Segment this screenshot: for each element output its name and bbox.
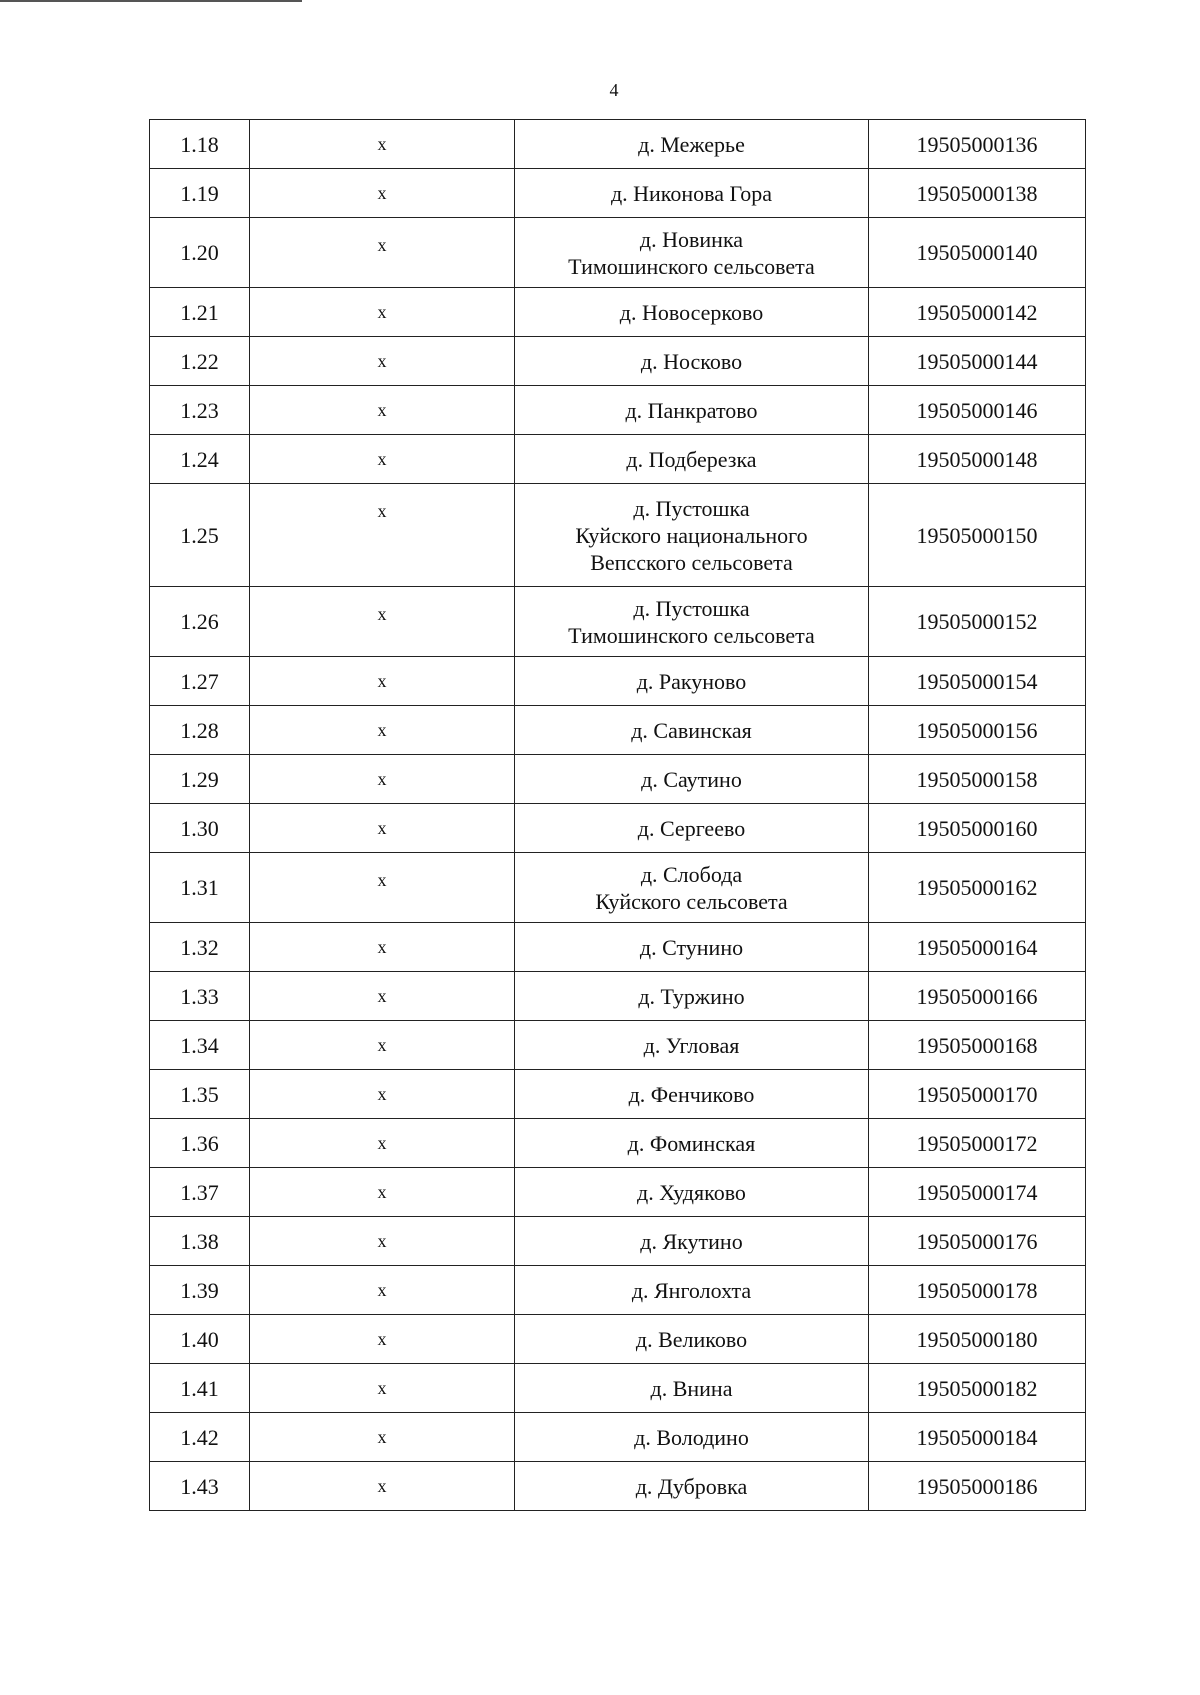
row-number: 1.43 [150, 1462, 250, 1511]
settlement-name [515, 435, 869, 484]
settlement-name-line: д. Угловая [643, 1032, 740, 1058]
row-mark: x [250, 288, 515, 337]
table-row [150, 1217, 1086, 1266]
settlement-name [515, 706, 869, 755]
settlement-name-line: д. Саутино [641, 766, 742, 792]
row-number: 1.21 [150, 288, 250, 337]
row-mark: x [250, 1217, 515, 1266]
table-row [150, 1070, 1086, 1119]
settlement-name-line: д. Якутино [640, 1228, 743, 1254]
settlement-name-line: Тимошинского сельсовета [568, 622, 815, 648]
oktmo-code: 19505000184 [869, 1413, 1086, 1462]
row-mark: x [250, 1315, 515, 1364]
row-mark: x [250, 657, 515, 706]
table-row [150, 755, 1086, 804]
settlement-name-line: д. Слобода [640, 861, 743, 887]
settlements-table [149, 119, 1086, 1511]
oktmo-code: 19505000182 [869, 1364, 1086, 1413]
row-mark: x [250, 484, 515, 587]
oktmo-code: 19505000156 [869, 706, 1086, 755]
row-mark: x [250, 1462, 515, 1511]
row-mark: x [250, 386, 515, 435]
row-number: 1.30 [150, 804, 250, 853]
settlement-name-line: д. Носково [640, 348, 743, 374]
settlement-name-line: д. Янголохта [631, 1277, 752, 1303]
row-number: 1.25 [150, 484, 250, 587]
settlement-name-line: д. Ракуново [636, 668, 747, 694]
settlement-name-line: Вепсского сельсовета [590, 549, 793, 575]
oktmo-code: 19505000142 [869, 288, 1086, 337]
row-number: 1.42 [150, 1413, 250, 1462]
oktmo-code: 19505000164 [869, 923, 1086, 972]
settlement-name-line: Тимошинского сельсовета [568, 253, 815, 279]
row-mark: x [250, 587, 515, 657]
row-mark: x [250, 1168, 515, 1217]
row-mark: x [250, 923, 515, 972]
row-number: 1.33 [150, 972, 250, 1021]
table-row [150, 1413, 1086, 1462]
settlement-name [515, 1070, 869, 1119]
row-number: 1.20 [150, 218, 250, 288]
table-row [150, 435, 1086, 484]
table-row [150, 337, 1086, 386]
settlement-name [515, 1266, 869, 1315]
settlement-name-line: д. Савинская [631, 717, 752, 743]
table-row [150, 804, 1086, 853]
settlement-name [515, 804, 869, 853]
settlement-name [515, 1021, 869, 1070]
row-number: 1.28 [150, 706, 250, 755]
settlement-name [515, 923, 869, 972]
table-row [150, 587, 1086, 657]
oktmo-code: 19505000146 [869, 386, 1086, 435]
row-mark: x [250, 804, 515, 853]
settlement-name-line: Куйского сельсовета [595, 888, 788, 914]
table-row [150, 484, 1086, 587]
row-mark: x [250, 218, 515, 288]
page-number: 4 [609, 80, 619, 100]
settlement-name [515, 120, 869, 169]
table-row [150, 1021, 1086, 1070]
settlement-name [515, 755, 869, 804]
settlement-name [515, 853, 869, 923]
row-number: 1.23 [150, 386, 250, 435]
settlement-name-line: д. Сергеево [637, 815, 746, 841]
row-number: 1.38 [150, 1217, 250, 1266]
settlement-name-line: д. Дубровка [635, 1473, 748, 1499]
oktmo-code: 19505000136 [869, 120, 1086, 169]
table-row [150, 218, 1086, 288]
oktmo-code: 19505000176 [869, 1217, 1086, 1266]
settlement-name-line: д. Великово [635, 1326, 748, 1352]
oktmo-code: 19505000168 [869, 1021, 1086, 1070]
settlement-name-line: д. Панкратово [625, 397, 758, 423]
top-rule [0, 0, 302, 2]
row-number: 1.27 [150, 657, 250, 706]
settlement-name [515, 386, 869, 435]
row-number: 1.22 [150, 337, 250, 386]
row-number: 1.36 [150, 1119, 250, 1168]
oktmo-code: 19505000178 [869, 1266, 1086, 1315]
row-number: 1.39 [150, 1266, 250, 1315]
settlement-name [515, 1315, 869, 1364]
row-mark: x [250, 853, 515, 923]
table-row [150, 1364, 1086, 1413]
settlement-name-line: д. Внина [650, 1375, 733, 1401]
settlement-name [515, 218, 869, 288]
row-mark: x [250, 1070, 515, 1119]
oktmo-code: 19505000174 [869, 1168, 1086, 1217]
oktmo-code: 19505000144 [869, 337, 1086, 386]
settlement-name [515, 169, 869, 218]
row-mark: x [250, 1266, 515, 1315]
row-number: 1.40 [150, 1315, 250, 1364]
settlement-name [515, 337, 869, 386]
oktmo-code: 19505000172 [869, 1119, 1086, 1168]
row-mark: x [250, 1119, 515, 1168]
settlement-name-line: д. Туржино [638, 983, 745, 1009]
settlement-name-line: д. Фоминская [627, 1130, 756, 1156]
row-number: 1.26 [150, 587, 250, 657]
row-number: 1.34 [150, 1021, 250, 1070]
table-row [150, 657, 1086, 706]
row-number: 1.37 [150, 1168, 250, 1217]
settlement-name-line: д. Худяково [637, 1179, 746, 1205]
settlement-name [515, 1217, 869, 1266]
row-number: 1.19 [150, 169, 250, 218]
oktmo-code: 19505000166 [869, 972, 1086, 1021]
table-row [150, 1462, 1086, 1511]
row-number: 1.35 [150, 1070, 250, 1119]
settlement-name [515, 657, 869, 706]
row-number: 1.41 [150, 1364, 250, 1413]
row-mark: x [250, 1413, 515, 1462]
settlement-name [515, 288, 869, 337]
settlement-name-line: д. Пустошка [633, 595, 750, 621]
oktmo-code: 19505000148 [869, 435, 1086, 484]
row-mark: x [250, 169, 515, 218]
row-mark: x [250, 972, 515, 1021]
oktmo-code: 19505000160 [869, 804, 1086, 853]
oktmo-code: 19505000170 [869, 1070, 1086, 1119]
settlement-name [515, 1364, 869, 1413]
oktmo-code: 19505000152 [869, 587, 1086, 657]
table-row [150, 120, 1086, 169]
settlement-name-line: д. Володино [634, 1424, 749, 1450]
table-row [150, 1266, 1086, 1315]
settlement-name [515, 1119, 869, 1168]
settlement-name-line: д. Межерье [638, 131, 745, 157]
settlement-name-line: Куйского национального [575, 522, 808, 548]
oktmo-code: 19505000180 [869, 1315, 1086, 1364]
oktmo-code: 19505000158 [869, 755, 1086, 804]
oktmo-code: 19505000154 [869, 657, 1086, 706]
settlement-name-line: д. Фенчиково [628, 1081, 755, 1107]
oktmo-code: 19505000138 [869, 169, 1086, 218]
row-mark: x [250, 1021, 515, 1070]
row-mark: x [250, 1364, 515, 1413]
table-row [150, 288, 1086, 337]
table-body [150, 120, 1086, 1511]
table-row [150, 1315, 1086, 1364]
settlement-name [515, 972, 869, 1021]
table-row [150, 972, 1086, 1021]
row-mark: x [250, 435, 515, 484]
settlement-name [515, 587, 869, 657]
table-row [150, 1119, 1086, 1168]
table-row [150, 706, 1086, 755]
row-number: 1.18 [150, 120, 250, 169]
settlement-name-line: д. Новосерково [619, 299, 764, 325]
settlement-name-line: д. Подберезка [626, 446, 757, 472]
settlement-name [515, 484, 869, 587]
oktmo-code: 19505000186 [869, 1462, 1086, 1511]
row-mark: x [250, 755, 515, 804]
table-row [150, 923, 1086, 972]
row-number: 1.32 [150, 923, 250, 972]
settlement-name-line: д. Никонова Гора [610, 180, 773, 206]
table-row [150, 169, 1086, 218]
oktmo-code: 19505000162 [869, 853, 1086, 923]
oktmo-code: 19505000150 [869, 484, 1086, 587]
row-mark: x [250, 337, 515, 386]
row-mark: x [250, 706, 515, 755]
settlement-name [515, 1413, 869, 1462]
row-number: 1.29 [150, 755, 250, 804]
settlement-name [515, 1462, 869, 1511]
row-number: 1.24 [150, 435, 250, 484]
row-number: 1.31 [150, 853, 250, 923]
oktmo-code: 19505000140 [869, 218, 1086, 288]
table-row [150, 853, 1086, 923]
settlement-name-line: д. Новинка [639, 226, 744, 252]
table-row [150, 386, 1086, 435]
table-row [150, 1168, 1086, 1217]
settlement-name-line: д. Пустошка [633, 495, 750, 521]
row-mark: x [250, 120, 515, 169]
settlement-name [515, 1168, 869, 1217]
settlement-name-line: д. Стунино [639, 934, 744, 960]
